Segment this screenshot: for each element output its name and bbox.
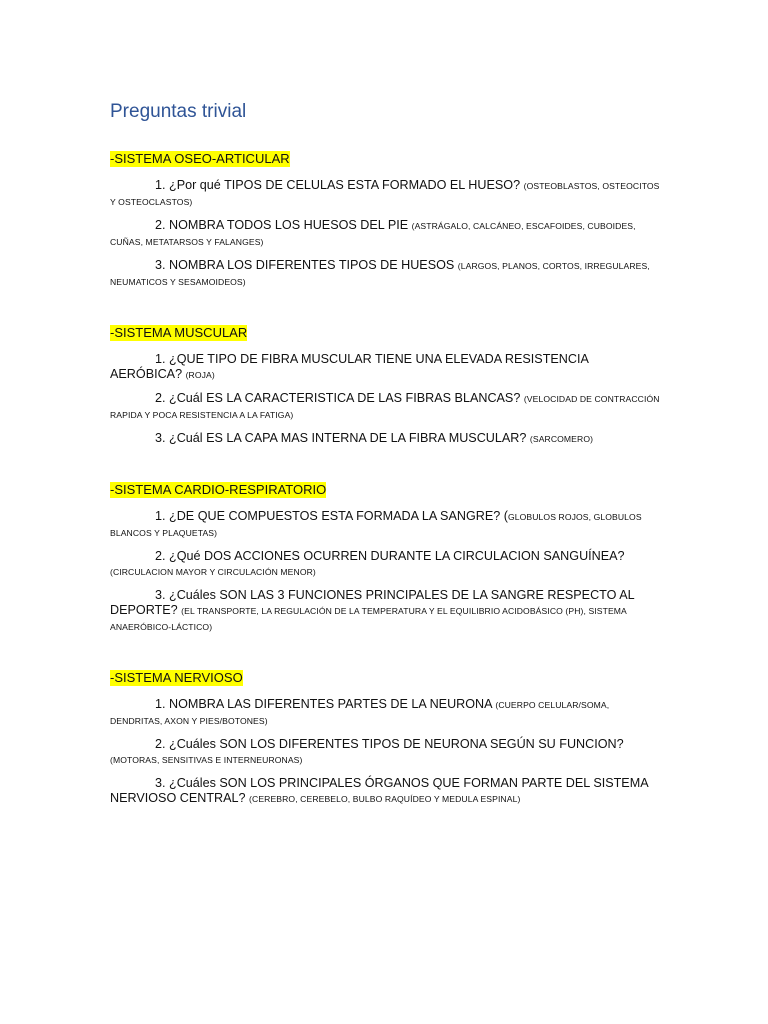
answer-text: (VELOCIDAD DE CONTRACCIÓN RAPIDA Y POCA RESISTENCIA A LA FATIGA)	[110, 394, 660, 420]
answer-text: (LARGOS, PLANOS, CORTOS, IRREGULARES, NEUMATICOS Y SESAMOIDEOS)	[110, 261, 650, 287]
question-item	[110, 178, 660, 210]
answer-text: (CUERPO CELULAR/SOMA, DENDRITAS, AXON Y PIES/BOTONES)	[110, 700, 610, 726]
question-text: 2. NOMBRA TODOS LOS HUESOS DEL PIE	[155, 218, 412, 232]
question-item	[110, 588, 660, 635]
section-cardio-respiratorio	[110, 481, 660, 635]
question-item	[110, 697, 660, 729]
question-item	[110, 218, 660, 250]
question-item	[110, 549, 660, 580]
answer-text: (CEREBRO, CEREBELO, BULBO RAQUÍDEO Y MEDULA ESPINAL)	[249, 794, 521, 804]
question-text: 1. ¿Por qué TIPOS DE CELULAS ESTA FORMADO EL HUESO?	[155, 178, 524, 192]
question-item	[110, 509, 660, 541]
answer-text: GLOBULOS ROJOS, GLOBULOS BLANCOS Y PLAQUETAS)	[110, 512, 642, 538]
question-text: 2. ¿Cuáles SON LOS DIFERENTES TIPOS DE NEURONA SEGÚN SU FUNCION?	[155, 737, 624, 751]
question-text: 3. ¿Cuáles SON LAS 3 FUNCIONES PRINCIPALES DE LA SANGRE RESPECTO AL DEPORTE?	[110, 588, 635, 617]
answer-text: (ASTRÁGALO, CALCÁNEO, ESCAFOIDES, CUBOIDES, CUÑAS, METATARSOS Y FALANGES)	[110, 221, 636, 247]
section-muscular	[110, 324, 660, 447]
section-nervioso	[110, 669, 660, 807]
question-text: 2. ¿Cuál ES LA CARACTERISTICA DE LAS FIBRAS BLANCAS?	[155, 391, 524, 405]
question-text: 1. ¿DE QUE COMPUESTOS ESTA FORMADA LA SANGRE? (	[155, 509, 508, 523]
question-text: 1. ¿QUE TIPO DE FIBRA MUSCULAR TIENE UNA ELEVADA RESISTENCIA AERÓBICA?	[110, 352, 589, 381]
question-item	[110, 431, 660, 447]
question-text: 1. NOMBRA LAS DIFERENTES PARTES DE LA NEURONA	[155, 697, 496, 711]
question-item	[110, 391, 660, 423]
question-item	[110, 776, 660, 807]
answer-text: (SARCOMERO)	[529, 434, 594, 444]
page-title: Preguntas trivial	[110, 101, 247, 122]
question-item	[110, 258, 660, 290]
answer-text: (ROJA)	[185, 370, 215, 380]
question-text: 3. ¿Cuál ES LA CAPA MAS INTERNA DE LA FIBRA MUSCULAR?	[155, 431, 530, 445]
question-text: 3. ¿Cuáles SON LOS PRINCIPALES ÓRGANOS QUE FORMAN PARTE DEL SISTEMA NERVIOSO CENTRAL?	[110, 776, 648, 805]
section-heading: -SISTEMA MUSCULAR	[110, 325, 248, 340]
section-oseo-articular	[110, 150, 660, 290]
document-page	[110, 100, 660, 841]
question-item	[110, 352, 660, 383]
question-item	[110, 737, 660, 768]
section-heading: -SISTEMA OSEO-ARTICULAR	[110, 151, 290, 166]
question-text: 2. ¿Qué DOS ACCIONES OCURREN DURANTE LA CIRCULACION SANGUÍNEA?	[155, 549, 625, 563]
answer-text: (EL TRANSPORTE, LA REGULACIÓN DE LA TEMPERATURA Y EL EQUILIBRIO ACIDOBÁSICO (PH), SISTEMA ANAERÓBICO-LÁCTICO)	[110, 606, 627, 632]
question-text: 3. NOMBRA LOS DIFERENTES TIPOS DE HUESOS	[155, 258, 458, 272]
answer-text: (CIRCULACION MAYOR Y CIRCULACIÓN MENOR)	[110, 567, 316, 577]
answer-text: (MOTORAS, SENSITIVAS E INTERNEURONAS)	[110, 755, 303, 765]
answer-text: (OSTEOBLASTOS, OSTEOCITOS Y OSTEOCLASTOS)	[110, 181, 660, 207]
section-heading: -SISTEMA NERVIOSO	[110, 670, 243, 685]
section-heading: -SISTEMA CARDIO-RESPIRATORIO	[110, 482, 327, 497]
